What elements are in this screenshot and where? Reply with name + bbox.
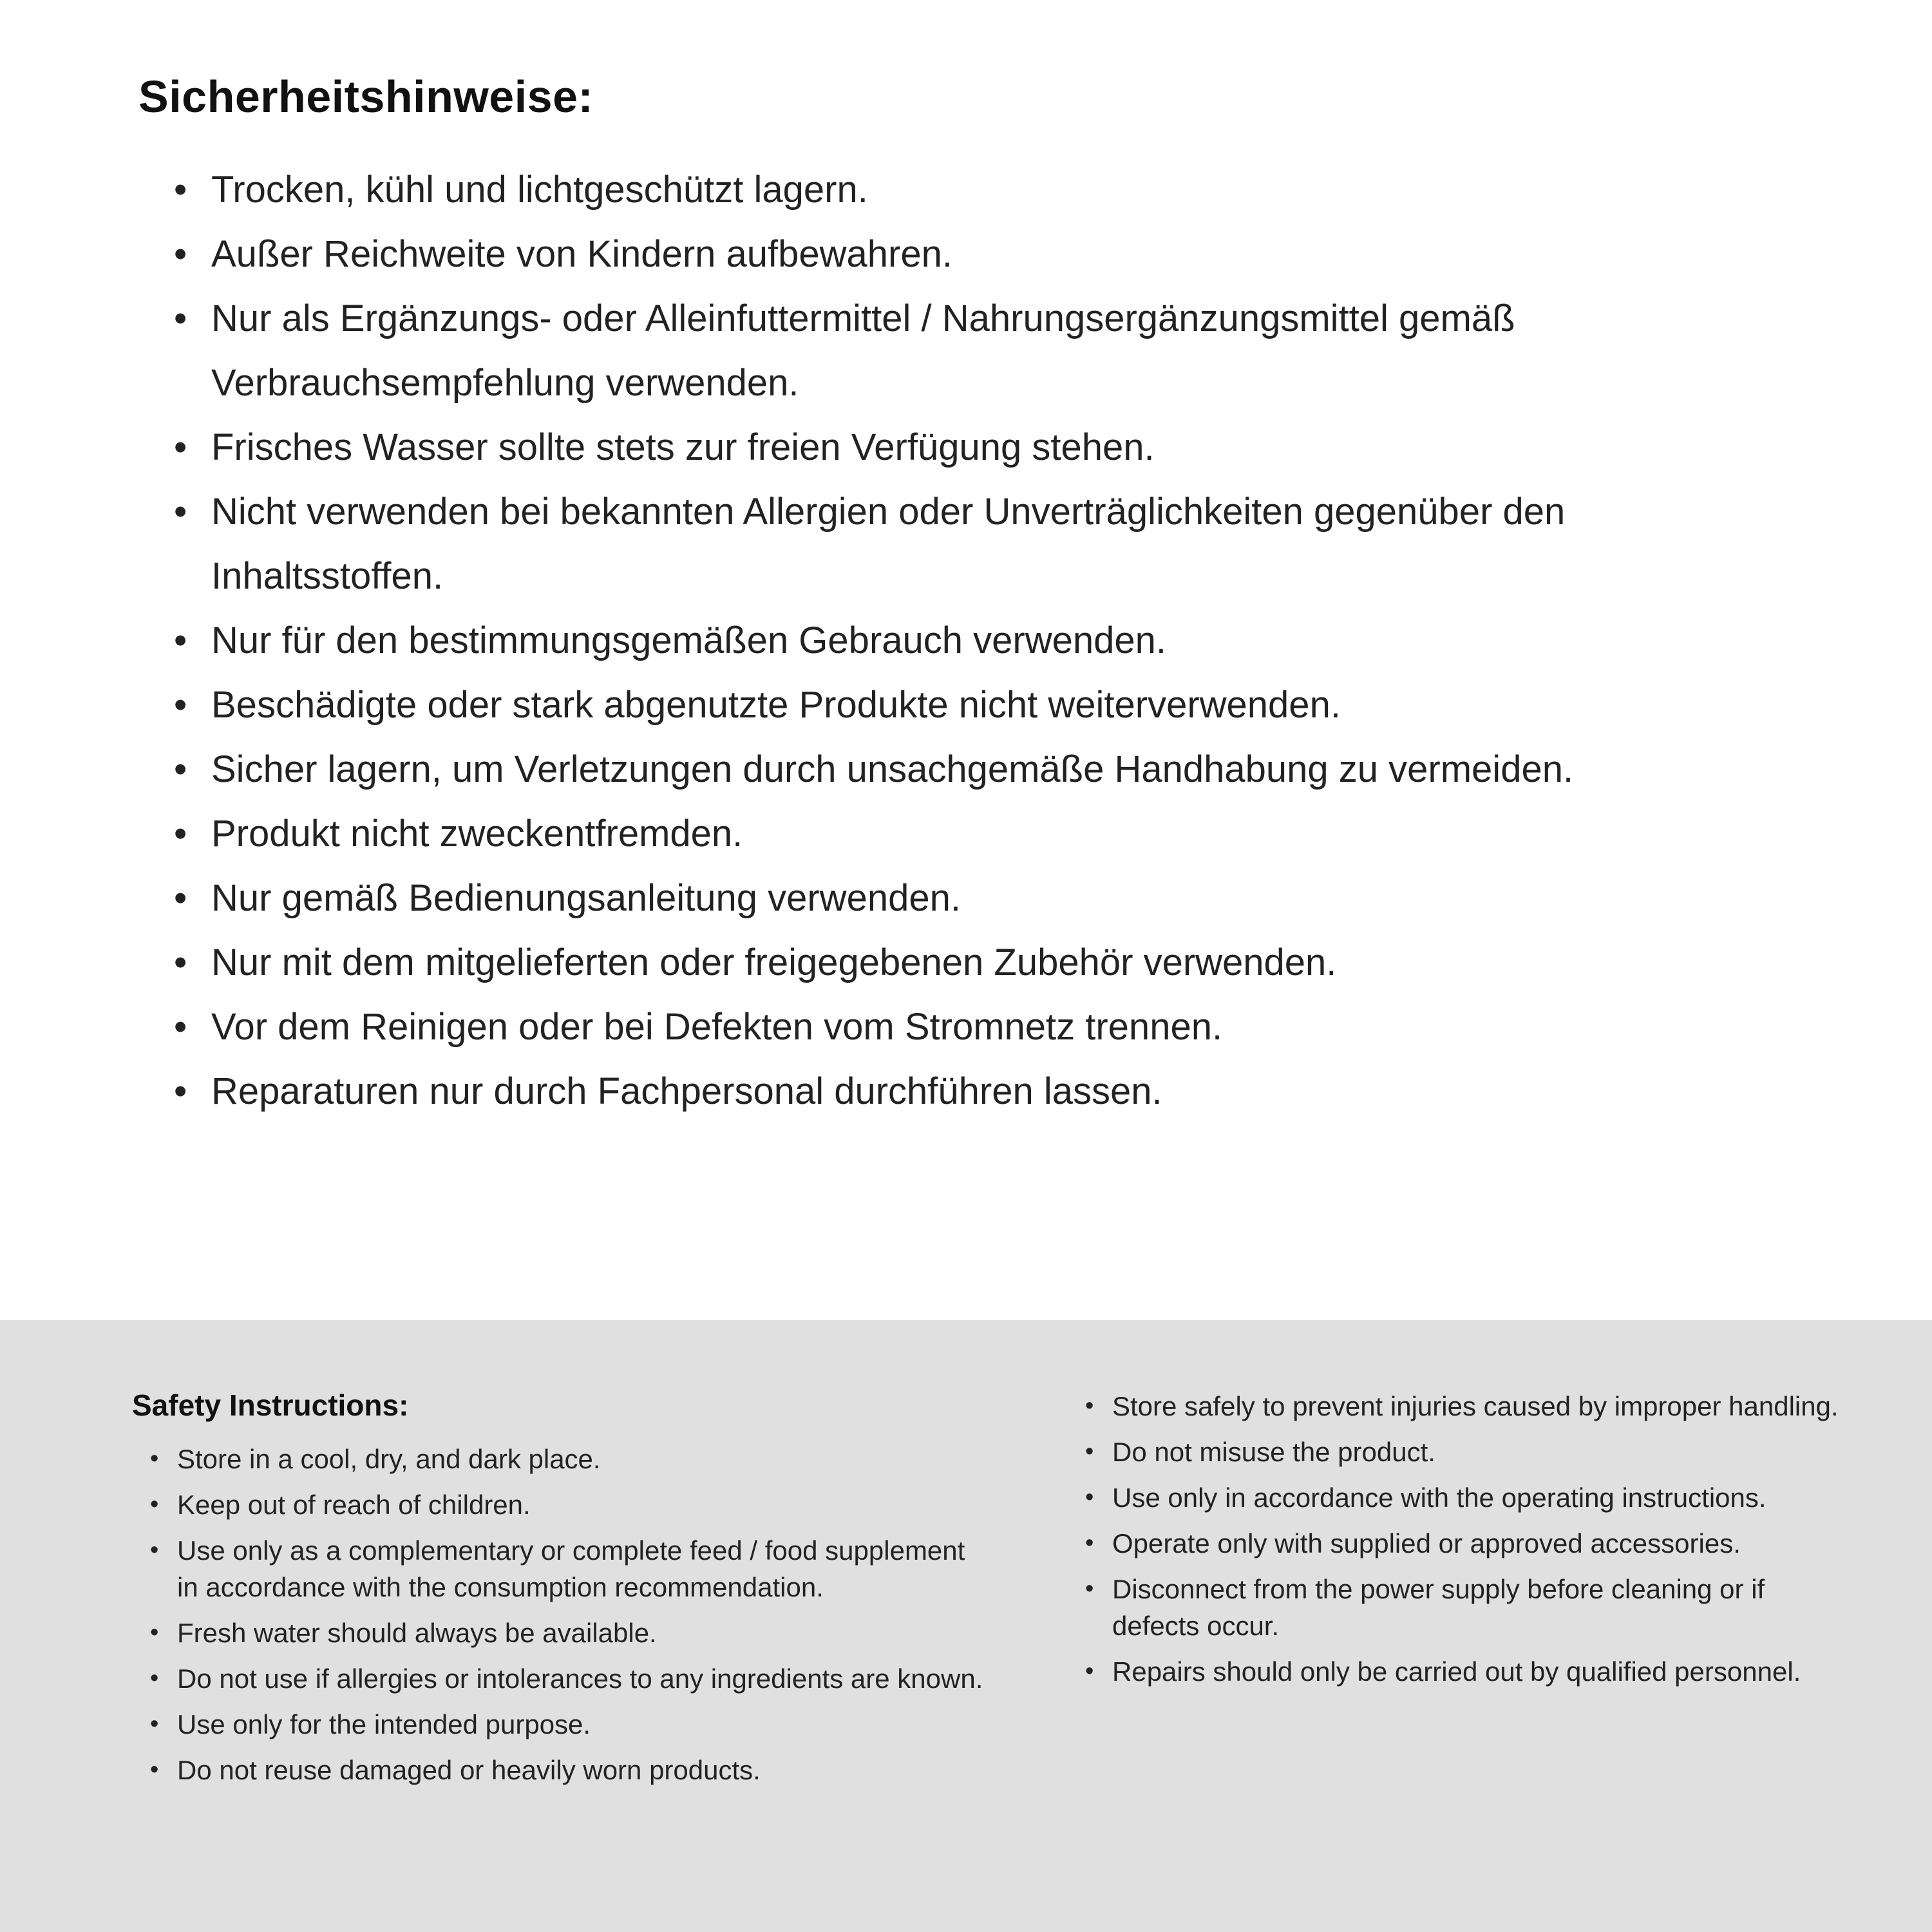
list-item: • Use only in accordance with the operating instructions. bbox=[1085, 1479, 1858, 1516]
list-item: • Do not use if allergies or intolerances to any ingredients are known. bbox=[150, 1660, 989, 1697]
list-item: • Außer Reichweite von Kindern aufbewahren. bbox=[174, 222, 1771, 287]
german-section-title: Sicherheitshinweise: bbox=[138, 71, 594, 122]
list-item: • Nur gemäß Bedienungsanleitung verwenden. bbox=[174, 866, 1771, 931]
english-section-title: Safety Instructions: bbox=[132, 1388, 409, 1422]
list-item: • Do not misuse the product. bbox=[1085, 1434, 1858, 1470]
list-item: • Use only as a complementary or complete feed / food supplement in accordance with the consumption recommendation. bbox=[150, 1532, 989, 1605]
list-item: • Fresh water should always be available. bbox=[150, 1615, 989, 1651]
list-item: • Nur mit dem mitgelieferten oder freigegebenen Zubehör verwenden. bbox=[174, 931, 1771, 995]
list-item: • Disconnect from the power supply before cleaning or if defects occur. bbox=[1085, 1571, 1858, 1644]
list-item: • Keep out of reach of children. bbox=[150, 1486, 989, 1523]
list-item: • Use only for the intended purpose. bbox=[150, 1706, 989, 1743]
list-item: • Do not reuse damaged or heavily worn products. bbox=[150, 1752, 989, 1788]
english-safety-section bbox=[0, 1320, 1932, 1932]
list-item: • Sicher lagern, um Verletzungen durch unsachgemäße Handhabung zu vermeiden. bbox=[174, 737, 1771, 802]
english-left-column bbox=[132, 1388, 989, 1932]
german-safety-list bbox=[138, 158, 1771, 1124]
list-item: • Beschädigte oder stark abgenutzte Produkte nicht weiterverwenden. bbox=[174, 673, 1771, 737]
english-safety-list-left bbox=[132, 1441, 989, 1788]
list-item: • Vor dem Reinigen oder bei Defekten vom Stromnetz trennen. bbox=[174, 995, 1771, 1059]
list-item: • Nicht verwenden bei bekannten Allergien oder Unverträglichkeiten gegenüber den Inhaltsstoffen. bbox=[174, 480, 1771, 609]
list-item: • Store safely to prevent injuries caused by improper handling. bbox=[1085, 1388, 1858, 1425]
list-item: • Store in a cool, dry, and dark place. bbox=[150, 1441, 989, 1477]
list-item: • Nur als Ergänzungs- oder Alleinfuttermittel / Nahrungsergänzungsmittel gemäß Verbrauchsempfehlung verwenden. bbox=[174, 287, 1771, 415]
list-item: • Repairs should only be carried out by qualified personnel. bbox=[1085, 1653, 1858, 1690]
list-item: • Reparaturen nur durch Fachpersonal durchführen lassen. bbox=[174, 1059, 1771, 1124]
list-item: • Nur für den bestimmungsgemäßen Gebrauch verwenden. bbox=[174, 609, 1771, 673]
list-item: • Operate only with supplied or approved accessories. bbox=[1085, 1525, 1858, 1562]
english-safety-list-right bbox=[1085, 1388, 1858, 1690]
english-right-column bbox=[1085, 1388, 1858, 1932]
list-item: • Frisches Wasser sollte stets zur freien Verfügung stehen. bbox=[174, 415, 1771, 480]
list-item: • Trocken, kühl und lichtgeschützt lagern. bbox=[174, 158, 1771, 222]
list-item: • Produkt nicht zweckentfremden. bbox=[174, 802, 1771, 866]
